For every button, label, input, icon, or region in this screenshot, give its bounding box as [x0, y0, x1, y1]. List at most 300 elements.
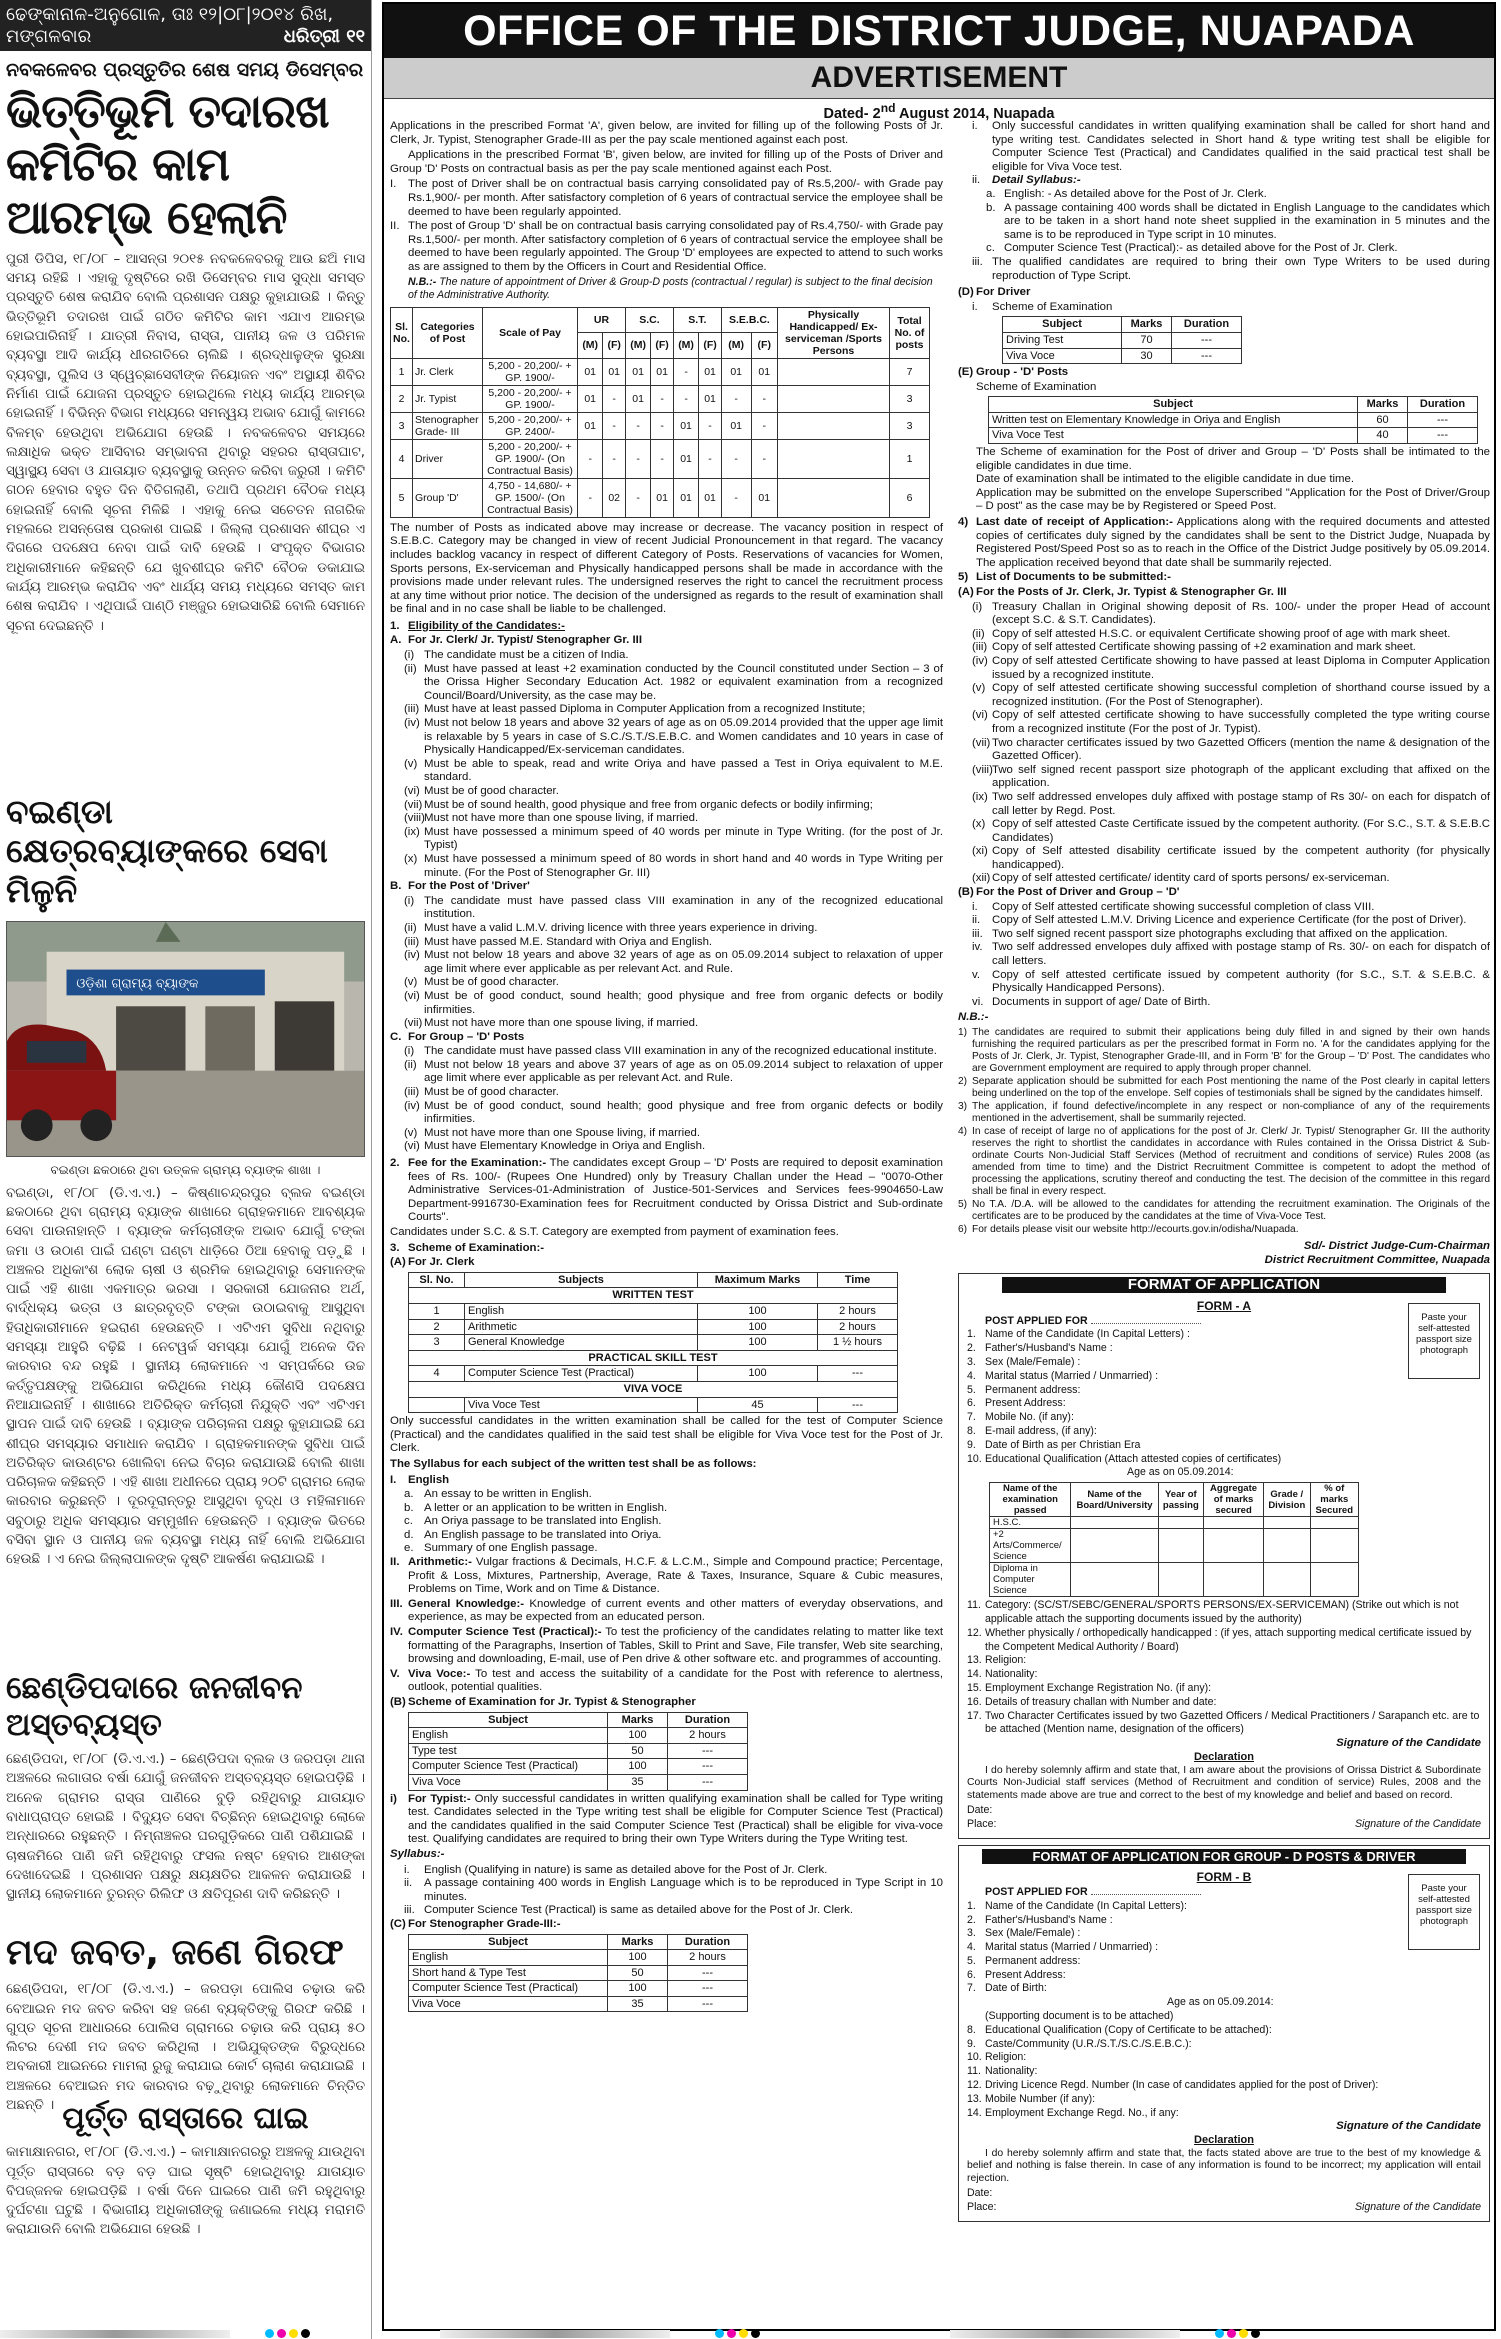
form-field-label: Religion:	[985, 2051, 1027, 2064]
docs-b-title: (B) For the Post of Driver and Group – 'D'	[958, 886, 1180, 899]
docs-title-text: List of Documents to be submitted:-	[976, 571, 1171, 584]
table-row	[1003, 348, 1242, 364]
syllabus-cs-text: To test the proficiency of the candidates relating to matter like text formatting of the Paragraphs, Insertion of Tables, Skill to Print and Save, File transfer, Web site searching, browsing and downloading, E-mail, use of Pen drive & other software etc. and programmes of accounting.	[408, 1626, 943, 1666]
form-b-title: FORM - B	[1196, 1870, 1252, 1885]
form-field-label: Educational Qualification (Copy of Certificate to be attached):	[985, 2023, 1272, 2036]
form-field-label: Whether physically / orthopedically handicapped : (if yes, attach supporting medical certificate issued by the Competent Medical Authority / Board)	[985, 1626, 1472, 1653]
cell[interactable]	[1264, 1563, 1311, 1597]
bank-photo-image	[7, 922, 364, 1156]
list-marker: 3)	[958, 1101, 968, 1112]
form-field[interactable]	[967, 1941, 1481, 1955]
story-subhead-chendipada: ଛେଣ୍ଡିପଦାରେ ଜନଜୀବନ ଅସ୍ତବ୍ୟସ୍ତ	[6, 1669, 303, 1743]
list-text: Must not below 18 years and above 32 years of age as on 05.09.2014 provided that the upper age limit is relaxable by 5 years in case of S.C./S.T./S.E.B.C. and Women candidates and 10 years in case of Physically Handicapped/Ex-serviceman candidates.	[424, 717, 943, 757]
steno-note-i-text: Only successful candidates in written qualifying examination shall be called for short hand and type writing test. Candidates selected in Short hand & type writing test shall be eligible for Computer Science Test (Practical) and Candidates qualified in the said practical test shall be eligible for Viva Voce test.	[992, 120, 1490, 173]
form-field[interactable]	[967, 2079, 1481, 2093]
scheme-b-table	[408, 1712, 748, 1791]
driver-pay-note: I. The post of Driver shall be on contractual basis carrying consolidated pay of Rs.5,200/- with Grade pay Rs.1,900/- per month. After satisfactory completion of 6 years of contractual service the employee shall be deemed to have been regularly appointed.	[390, 178, 943, 218]
form-field[interactable]	[967, 1914, 1481, 1928]
form-field[interactable]	[967, 1955, 1481, 1969]
cell: 35	[608, 1774, 668, 1790]
list-item	[390, 922, 943, 936]
form-a-age: Age as on 05.09.2014:	[1127, 1466, 1234, 1479]
last-date-title: Last date of receipt of Application:-	[976, 516, 1173, 529]
nb-label: N.B.:-	[408, 275, 437, 288]
cell: 30	[1122, 348, 1172, 364]
list-marker: d.	[404, 1528, 414, 1541]
list-item	[390, 1515, 943, 1529]
form-field[interactable]	[967, 2065, 1481, 2079]
scheme-d-h: Marks	[1122, 317, 1172, 333]
form-field[interactable]	[967, 1397, 1481, 1411]
form-field-number: 11.	[967, 2065, 981, 2078]
signature-line-1: Sd/- District Judge-Cum-Chairman	[1303, 1240, 1490, 1252]
scheme-c-h: Subject	[409, 1934, 608, 1950]
scheme-a-title: (A) For Jr. Clerk	[390, 1256, 475, 1269]
form-field[interactable]	[967, 1900, 1481, 1914]
list-item	[390, 717, 943, 758]
vac-h-sc: S.C.	[625, 307, 673, 333]
form-field[interactable]	[967, 1982, 1481, 1996]
page-masthead	[0, 0, 371, 51]
story-subhead-bank: ବଇଣ୍ଡା କ୍ଷେତ୍ରବ୍ୟାଙ୍କରେ ସେବା ମିଳୁନି	[6, 791, 328, 911]
form-field[interactable]	[967, 2038, 1481, 2052]
table-row	[409, 1774, 748, 1790]
form-field-label: Sex (Male/Female) :	[985, 1927, 1081, 1940]
form-field[interactable]	[967, 2107, 1481, 2121]
cell: Diploma in Computer Science	[990, 1563, 1071, 1597]
scheme-e-rows	[989, 412, 1478, 443]
qualification-header-row	[990, 1483, 1359, 1517]
list-item	[958, 1126, 1490, 1198]
syllabus-title: The Syllabus for each subject of the written test shall be as follows:	[390, 1457, 757, 1470]
cell	[778, 412, 890, 439]
form-field-number: 12.	[967, 2079, 982, 2092]
form-a-signature-2: Signature of the Candidate	[1354, 1817, 1481, 1830]
steno-note-ii: ii. Detail Syllabus:-	[972, 174, 1081, 187]
cell[interactable]	[1158, 1529, 1203, 1563]
qualification-header: Name of the examination passed	[990, 1483, 1071, 1517]
form-field-label: Marital status (Married / Unmarried) :	[985, 1369, 1159, 1382]
gray-bar	[950, 2330, 1180, 2338]
list-item	[958, 818, 1490, 845]
registration-marks	[1215, 2329, 1260, 2339]
cell: Computer Science Test (Practical)	[409, 1759, 608, 1775]
syllabus-arithmetic-title: Arithmetic:-	[408, 1556, 472, 1569]
steno-detail-title: Detail Syllabus:-	[992, 174, 1081, 187]
cell[interactable]	[1071, 1529, 1158, 1563]
form-field-number: 2.	[967, 1342, 976, 1355]
form-field[interactable]	[967, 2010, 1481, 2024]
dated-line	[384, 99, 1494, 122]
scheme-e-h: Duration	[1408, 397, 1478, 413]
cell: 2	[391, 385, 413, 412]
table-row	[409, 1303, 898, 1319]
qualification-header: Aggregate of marks secured	[1204, 1483, 1264, 1517]
qualification-header: Year of passing	[1158, 1483, 1203, 1517]
gray-bar	[0, 2330, 230, 2338]
cell[interactable]	[1071, 1517, 1158, 1529]
list-item	[390, 785, 943, 799]
form-field-number: 3.	[967, 1927, 976, 1940]
syllabus-gk: III. General Knowledge:- Knowledge of current events and other matters of everyday observations, and experience, as may be expected from an educated person.	[390, 1597, 943, 1624]
cell: Written test on Elementary Knowledge in Oriya and English	[989, 412, 1358, 428]
list-marker: (vi)	[404, 1140, 420, 1153]
form-field[interactable]	[967, 1668, 1481, 1682]
form-a-date: Date:	[967, 1803, 993, 1816]
list-text: The candidate must be a citizen of India.	[424, 649, 629, 662]
list-item	[390, 1529, 943, 1543]
form-field-label: Two Character Certificates issued by two Gazetted Officers / Medical Practitioners / Sarapanch etc. are to be attached (Mention name, designation of the officers)	[985, 1709, 1480, 1736]
list-text: Two self signed recent passport size photographs excluding that affixed on the application.	[992, 927, 1448, 940]
form-field[interactable]	[967, 1384, 1481, 1398]
form-field-label: Caste/Community (U.R./S.T./S.C./S.E.B.C.):	[985, 2037, 1192, 2050]
story-body: ପୁରୀ ଡିପିସ, ୧୮/୦୮ – ଆସନ୍ତା ୨୦୧୫ ନବକଳେବରକୁ ଆଉ ଛଅି ମାସ ସମୟ ରହିଛି । ଏହାକୁ ଦୃଷ୍ଟିରେ ରଖି ଡିସେମ୍ବର ମାସ ସୁଦ୍ଧା ସମସ୍ତ ପ୍ରସ୍ତୁତି ଶେଷ କରାଯିବ ବୋଲି ପ୍ରଶାସନ ପକ୍ଷରୁ କୁହାଯାଉଛି । କିନ୍ତୁ ଭିତ୍ତିଭୂମି ତଦାରଖ ପାଇଁ ଗଠିତ କମିଟିର କାମ ଏଯାଏ ଆରମ୍ଭ ହୋଇପାରିନାହିଁ । ଯାତ୍ରୀ ନିବାସ, ରାସ୍ତା, ପାନୀୟ ଜଳ ଓ ପରିମଳ ବ୍ୟବସ୍ଥା ଆଦି କାର୍ଯ୍ୟ ଧୀରଗତିରେ ଚାଲିଛି । ଶ୍ରଦ୍ଧାଳୁଙ୍କ ସୁରକ୍ଷା ବ୍ୟବସ୍ଥା, ପୁଲିସ ଓ ସ୍ୱେଚ୍ଛାସେବୀଙ୍କ ନିୟୋଜନ ଏବଂ ଅସ୍ଥାୟୀ ଶିବିର ନିର୍ମାଣ ପାଇଁ ଯୋଜନା ପ୍ରସ୍ତୁତ ହୋଇଥିଲେ ମଧ୍ୟ କାର୍ଯ୍ୟ ଆରମ୍ଭ ହୋଇନାହିଁ । ବିଭିନ୍ନ ବିଭାଗ ମଧ୍ୟରେ ସମନ୍ୱୟ ଅଭାବ ଯୋଗୁଁ କାମରେ ବିଳମ୍ବ ହେଉଥିବା ଅଭିଯୋଗ ହେଉଛି । ନବକଳେବର ସମୟରେ ଲକ୍ଷାଧିକ ଭକ୍ତ ଆସିବାର ସମ୍ଭାବନା ଥିବାରୁ ସହରର ରାସ୍ତାଘାଟ, ସ୍ୱାସ୍ଥ୍ୟ ସେବା ଓ ଯାତାୟାତ ବ୍ୟବସ୍ଥାକୁ ଉନ୍ନତ କରିବା ଜରୁରୀ । କମିଟି ଗଠନ ହେବାର ବହୁତ ଦିନ ବିତିଗଲାଣି, ତଥାପି ପ୍ରଥମ ବୈଠକ ମଧ୍ୟ ହୋଇନାହିଁ ବୋଲି ସୂଚନା ମିଳିଛି । ଏହାକୁ ନେଇ ସଚେତନ ନାଗରିକ ମହଲରେ ଅସନ୍ତୋଷ ପ୍ରକାଶ ପାଇଛି । ଜିଲ୍ଲା ପ୍ରଶାସନ ଶୀଘ୍ର ଏ ଦିଗରେ ପଦକ୍ଷେପ ନେବା ପାଇଁ ଦାବି ହେଉଛି । ସଂପୃକ୍ତ ବିଭାଗର ଅଧିକାରୀମାନେ କହିଛନ୍ତି ଯେ ଖୁବଶୀଘ୍ର କମିଟି ବୈଠକ ଡକାଯାଇ କାର୍ଯ୍ୟ ଆରମ୍ଭ କରାଯିବ ଏବଂ ଧାର୍ଯ୍ୟ ସମୟ ମଧ୍ୟରେ ସମସ୍ତ କାମ ଶେଷ କରାଯିବ । ଏଥିପାଇଁ ପାଣ୍ଠି ମଞ୍ଜୁର ହୋଇସାରିଛି ବୋଲି ସେମାନେ ସୂଚନା ଦେଇଛନ୍ତି ।	[6, 251, 365, 634]
form-field[interactable]	[967, 1627, 1481, 1655]
vacancy-table-body	[391, 358, 930, 517]
list-text: Copy of self attested H.S.C. or equivalent Certificate showing proof of age with mark sheet.	[992, 627, 1451, 640]
scheme-d-h: Duration	[1172, 317, 1242, 333]
table-row	[391, 412, 930, 439]
form-field[interactable]	[967, 1696, 1481, 1710]
format-title: FORMAT OF APPLICATION	[1002, 1277, 1446, 1293]
cell[interactable]	[1204, 1529, 1264, 1563]
list-text: Two self addressed envelopes duly affixed with postage stamp of Rs 30/- on each for dispatch of call letter by Regd. Post.	[992, 790, 1490, 817]
form-field[interactable]	[967, 2024, 1481, 2038]
form-field-label: Mobile No. (if any):	[985, 1411, 1074, 1424]
scheme-b-h: Marks	[608, 1712, 668, 1728]
list-marker: (iv)	[404, 717, 420, 730]
cell: 4	[391, 439, 413, 478]
list-item	[390, 1542, 943, 1556]
form-field[interactable]	[967, 1453, 1481, 1467]
cell: -	[625, 478, 650, 517]
cell: 5,200 - 20,200/- + GP. 1900/-	[483, 358, 578, 385]
form-field-label: Name of the Candidate (In Capital Letters):	[985, 1899, 1187, 1912]
form-b-post-applied-label: POST APPLIED FOR	[985, 1885, 1088, 1898]
form-field[interactable]	[967, 1425, 1481, 1439]
scheme-c-rows	[409, 1950, 748, 2012]
table-row	[990, 1517, 1359, 1529]
form-field[interactable]	[967, 1599, 1481, 1627]
form-a-place-row	[967, 1818, 1481, 1832]
form-field[interactable]	[967, 1439, 1481, 1453]
list-text: Must have a valid L.M.V. driving licence with three years experience in driving.	[424, 921, 818, 934]
list-item	[390, 1140, 943, 1154]
list-item	[958, 845, 1490, 872]
form-field[interactable]	[967, 1356, 1481, 1370]
cell: -	[721, 439, 751, 478]
vacancy-note: The number of Posts as indicated above may increase or decrease. The vacancy position in respect of S.E.B.C. Category may be changed in view of recent Judicial Pronouncement in that regard. The vacancy includes backlog vacancy in respect of different Category of Posts. Reservations of vacancies for Women, Sports persons, Ex-serviceman and Physically handicapped persons shall be made in accordance with the provisions made under relevant rules. The undersigned reserves the right to cancel the recruitment process at any time without prior notice. The decision of the undersigned as regards to the result of examination shall be final and in no case shall be liable to be challenged.	[390, 521, 943, 616]
table-row	[409, 1950, 748, 1966]
list-text: Must have possessed a minimum speed of 80 words in short hand and 40 words in Type Writing per minute. (For the Post of Stenographer Gr. III)	[424, 852, 943, 879]
form-field-number	[967, 2010, 985, 2024]
list-marker: (xi)	[972, 845, 988, 858]
list-text: Summary of one English passage.	[424, 1542, 598, 1555]
list-item	[390, 812, 943, 826]
qualification-rows	[990, 1517, 1359, 1597]
form-a-declaration-title: Declaration	[1194, 1750, 1254, 1763]
cell: ---	[668, 1759, 748, 1775]
scheme-c-h: Duration	[668, 1934, 748, 1950]
cell: -	[751, 412, 777, 439]
scheme-a-title-text: For Jr. Clerk	[408, 1256, 475, 1269]
typist-text: Only successful candidates in written qualifying examination shall be called for Type writing test. Candidates selected in the Type writing test shall be eligible for Computer Science Test (Practical) and the candidates qualified in the said Computer Science Test (Practical) shall be eligible for viva-voce test. Qualifying candidates are required to bring their own Type Writers during the Type Writing test.	[408, 1792, 944, 1846]
list-text: The candidates are required to submit their applications being duly filled in and signed by their own hands furnishing the required particulars as per the prescribed format in Form no. 'A for the candidates applying for the Posts of Jr. Clerk, Jr. Typist, Stenographer Grade-III, and in Form 'B' for the Group – 'D' Post. The candidates who are Government employment are required to apply through proper channel.	[972, 1027, 1490, 1074]
form-a-post-blank[interactable]	[1091, 1314, 1201, 1324]
list-text: Two character certificates issued by two Gazetted Officers (mention the name & designation of the Gazetted Officer).	[992, 736, 1490, 763]
form-field-number: 6.	[967, 1968, 976, 1981]
form-field-number: 8.	[967, 1424, 976, 1437]
form-b-date: Date:	[967, 2187, 993, 2200]
story-kicker: ନବକଳେବର ପ୍ରସ୍ତୁତିର ଶେଷ ସମୟ ଡିସେମ୍ବର	[6, 59, 364, 82]
form-field-number: 13.	[967, 1654, 982, 1667]
table-row	[409, 1965, 748, 1981]
syllabus-english: I. English	[390, 1473, 450, 1486]
form-field-number: 7.	[967, 1411, 976, 1424]
cell: -	[699, 412, 722, 439]
form-a-fields	[967, 1328, 1481, 1466]
cell: 01	[625, 385, 650, 412]
list-text: A passage containing 400 words shall be dictated in English Language to the candidates which are to be taken in a short hand note sheet supplied in the examination in 5 minutes and the same is to be reproduced in Type script in 10 minutes.	[1004, 201, 1490, 241]
vac-h-sebc: S.E.B.C.	[721, 307, 777, 333]
cell: 4,750 - 14,680/- + GP. 1500/- (On Contractual Basis)	[483, 478, 578, 517]
cell: Short hand & Type Test	[409, 1965, 608, 1981]
list-marker: e.	[404, 1542, 414, 1555]
form-b-post-blank[interactable]	[1091, 1885, 1201, 1895]
docs-b-list	[958, 901, 1490, 1010]
scheme-a-h: Time	[818, 1272, 898, 1288]
list-marker: c.	[986, 242, 995, 255]
syllabus-gk-text: Knowledge of current events and other matters of everyday observations, and experience, as may be expected from an educated person.	[408, 1597, 943, 1624]
eligibility-title: 1. Eligibility of the Candidates:-	[390, 619, 565, 632]
table-row	[409, 1759, 748, 1775]
list-text: An Oriya passage to be translated into English.	[424, 1515, 662, 1528]
list-marker: (iii)	[404, 703, 420, 716]
list-item	[958, 641, 1490, 655]
list-marker: (ix)	[972, 790, 988, 803]
form-field-number: 16.	[967, 1695, 982, 1708]
vac-sh: (F)	[603, 333, 626, 359]
docs-a-title-text: For the Posts of Jr. Clerk, Jr. Typist & Stenographer Gr. III	[976, 586, 1287, 598]
cell[interactable]	[1158, 1517, 1203, 1529]
elig-b-title: B. For the Post of 'Driver'	[390, 880, 530, 893]
cell[interactable]	[1204, 1563, 1264, 1597]
driver-pay-text: The post of Driver shall be on contractual basis carrying consolidated pay of Rs.5,200/- with Grade pay Rs.1,900/- per month. After satisfactory completion of 6 years of contractual service the employee shall be deemed to have been regularly appointed.	[408, 178, 943, 218]
form-field[interactable]	[967, 1969, 1481, 1983]
table-row	[409, 1981, 748, 1997]
form-field[interactable]	[967, 1370, 1481, 1384]
story-body-liquor: ଛେଣ୍ଡିପଦା, ୧୮/୦୮ (ଡି.ଏ.ଏ.) – ଜରପଡ଼ା ପୋଲିସ ଚଢ଼ାଉ କରି ବେଆଇନ ମଦ ଜବତ କରିବା ସହ ଜଣେ ବ୍ୟକ୍ତିଙ୍କୁ ଗିରଫ କରିଛି । ଗୁପ୍ତ ସୂଚନା ଆଧାରରେ ପୋଲିସ ଗ୍ରାମରେ ଚଢ଼ାଉ କରି ପ୍ରାୟ ୫୦ ଲିଟର ଦେଶୀ ମଦ ଜବତ କରିଥିଲା । ଅଭିଯୁକ୍ତଙ୍କ ବିରୁଦ୍ଧରେ ଅବକାରୀ ଆଇନରେ ମାମଲା ରୁଜୁ କରାଯାଇ କୋର୍ଟ ଚାଲାଣ କରାଯାଇଛି । ଅଞ୍ଚଳରେ ବେଆଇନ ମଦ କାରବାର ବଢ଼ୁଥିବାରୁ ଲୋକମାନେ ଚିନ୍ତିତ ଅଛନ୍ତି ।	[6, 1982, 365, 2113]
list-marker: vi.	[972, 995, 984, 1008]
syllabus-viva: V. Viva Voce:- To test and access the suitability of a candidate for the Post with reference to alertness, outlook, potential qualities.	[390, 1667, 943, 1694]
scheme-d-h: Subject	[1003, 317, 1122, 333]
cell: ---	[668, 1996, 748, 2012]
form-field-label: Details of treasury challan with Number and date:	[985, 1695, 1217, 1708]
form-b-post-applied	[967, 1885, 1481, 1900]
vac-sh: (M)	[578, 333, 603, 359]
cell[interactable]	[1204, 1517, 1264, 1529]
cell: 2	[409, 1319, 465, 1335]
cell: H.S.C.	[990, 1517, 1071, 1529]
form-field[interactable]	[967, 1342, 1481, 1356]
form-field[interactable]	[967, 1710, 1481, 1738]
cell: 1	[391, 358, 413, 385]
cell[interactable]	[1071, 1563, 1158, 1597]
masthead-date: ଢେଙ୍କାନାଳ-ଅନୁଗୋଳ, ତାଃ ୧୨|୦୮|୨୦୧୪ ରିଖ,	[6, 4, 334, 25]
cell: General Knowledge	[465, 1335, 698, 1351]
form-field-label: Present Address:	[985, 1397, 1066, 1410]
docs-b-title-text: For the Post of Driver and Group – 'D'	[976, 886, 1180, 899]
cell: 4	[409, 1366, 465, 1382]
cell[interactable]	[1264, 1529, 1311, 1563]
form-field-number: 17.	[967, 1709, 982, 1722]
cell[interactable]	[1158, 1563, 1203, 1597]
list-text: Copy of Self attested disability certificate issued by the competent authority (for physically handicapped).	[992, 845, 1490, 871]
list-item	[958, 202, 1490, 243]
list-marker: i.	[972, 900, 978, 913]
scheme-d-sub-text: Scheme of Examination	[992, 300, 1113, 313]
list-marker: b.	[404, 1501, 414, 1514]
scheme-d-title-text: For Driver	[976, 286, 1031, 299]
list-text: Two self addressed envelopes duly affixed with postage stamp of Rs. 30/- on each for dispatch of call letters.	[992, 941, 1490, 968]
list-item	[390, 1086, 943, 1100]
story-subhead-road: ପୂର୍ତ୍ତ ରାସ୍ତାରେ ଘାଇ	[62, 2101, 309, 2137]
form-field-number: 10.	[967, 2051, 982, 2064]
story-headline: ଭିତ୍ତିଭୂମି ତଦାରଖ କମିଟିର କାମ ଆରମ୍ଭ ହେଲାନି	[6, 84, 329, 244]
scheme-c-title-text: For Stenographer Grade-III:-	[408, 1917, 561, 1930]
form-b-place-row	[967, 2201, 1481, 2215]
form-field[interactable]	[967, 1682, 1481, 1696]
list-marker: iii.	[972, 927, 983, 940]
cell: 1	[409, 1303, 465, 1319]
list-marker: (iv)	[972, 654, 988, 667]
list-text: Must be of good character.	[424, 976, 559, 989]
list-item	[958, 764, 1490, 791]
form-field[interactable]	[967, 2051, 1481, 2065]
cell: 1	[890, 439, 930, 478]
cell: ---	[818, 1397, 898, 1413]
registration-marks	[715, 2329, 760, 2339]
cell: 1 ½ hours	[818, 1335, 898, 1351]
cell[interactable]	[1310, 1563, 1358, 1597]
form-a-declaration: I do hereby solemnly affirm and state that, I am aware about the provisions of Orissa District & Subordinate Courts Non-Judicial staff services (Method of Recruitment and condition of service) Rules, 2008 and the statements made above are true and correct to the best of my knowledge and belief and based on record.	[967, 1764, 1481, 1801]
cell: English	[409, 1728, 608, 1744]
cell[interactable]	[1264, 1517, 1311, 1529]
cell: 2 hours	[668, 1728, 748, 1744]
list-marker: (viii)	[972, 763, 993, 776]
list-text: Separate application should be submitted for each Post mentioning the name of the Post clearly in capital letters being underlined on the top of the envelope. Self copies of testimonials shall be signed by the candidates himself.	[972, 1076, 1490, 1099]
form-field[interactable]	[967, 1927, 1481, 1941]
scheme-a-table	[408, 1272, 898, 1413]
list-marker: (i)	[972, 600, 983, 613]
list-marker: (ii)	[404, 1058, 417, 1071]
list-text: Must have Elementary Knowledge in Oriya and English.	[424, 1140, 706, 1153]
scheme-d-table	[1002, 316, 1242, 364]
form-field[interactable]	[967, 1654, 1481, 1668]
cell: 02	[603, 478, 626, 517]
form-field-label: Marital status (Married / Unmarried) :	[985, 1941, 1159, 1954]
cell: ---	[1408, 412, 1478, 428]
table-row	[1003, 332, 1242, 348]
dated-suffix: August 2014, Nuapada	[895, 105, 1055, 122]
list-marker: (vii)	[972, 736, 991, 749]
story-body-road: କାମାକ୍ଷାନଗର, ୧୮/୦୮ (ଡି.ଏ.ଏ.) – କାମାକ୍ଷାନଗରରୁ ଅଞ୍ଚଳକୁ ଯାଉଥିବା ପୂର୍ତ୍ତ ରାସ୍ତାରେ ବଡ଼ ବଡ଼ ଘାଇ ସୃଷ୍ଟି ହୋଇଥିବାରୁ ଯାତାୟାତ ବିପଜ୍ଜନକ ହୋଇପଡ଼ିଛି । ବର୍ଷା ଦିନେ ଘାଇରେ ପାଣି ଜମି ରହୁଥିବାରୁ ଦୁର୍ଘଟଣା ଘଟୁଛି । ବିଭାଗୀୟ ଅଧିକାରୀଙ୍କୁ ଜଣାଇଲେ ମଧ୍ୟ ମରାମତି କରାଯାଉନି ବୋଲି ଅଭିଯୋଗ ହେଉଛି ।	[6, 2145, 365, 2238]
form-field[interactable]	[967, 1328, 1481, 1342]
form-b-signature: Signature of the Candidate	[1336, 2120, 1481, 2133]
list-item	[390, 1864, 943, 1878]
list-text: Must have passed M.E. Standard with Oriya and English.	[424, 935, 713, 948]
format-title-b: FORMAT OF APPLICATION FOR GROUP - D POSTS & DRIVER	[982, 1849, 1466, 1865]
cell: ---	[668, 1774, 748, 1790]
list-item	[390, 1877, 943, 1904]
form-field-label: Date of Birth:	[985, 1982, 1047, 1995]
form-b	[962, 1868, 1486, 2218]
list-marker: (viii)	[404, 812, 425, 825]
table-row	[989, 412, 1478, 428]
scheme-e-sub: Scheme of Examination	[976, 380, 1097, 393]
cell: 3	[391, 412, 413, 439]
scheme-a-practical: PRACTICAL SKILL TEST	[409, 1350, 898, 1366]
cell: 01	[625, 358, 650, 385]
elig-a-title-text: For Jr. Clerk/ Jr. Typist/ Stenographer Gr. III	[408, 634, 643, 647]
list-item	[390, 758, 943, 785]
ad-right-column	[958, 120, 1490, 2330]
cell: 01	[603, 358, 626, 385]
cell: 2 hours	[668, 1950, 748, 1966]
cell: Viva Voce	[1003, 348, 1122, 364]
cell: 01	[673, 439, 698, 478]
list-marker: (iii)	[972, 641, 988, 654]
table-row	[989, 428, 1478, 444]
scheme-b-h: Subject	[409, 1712, 608, 1728]
table-row	[409, 1728, 748, 1744]
form-b-place: Place:	[967, 2201, 997, 2214]
cell[interactable]	[1310, 1517, 1358, 1529]
list-text: English: - As detailed above for the Post of Jr. Clerk.	[1004, 187, 1267, 200]
form-field-number: 11.	[967, 1599, 981, 1612]
eligibility-title-text: Eligibility of the Candidates:-	[408, 619, 565, 632]
cell: 100	[608, 1950, 668, 1966]
form-field[interactable]	[967, 2093, 1481, 2107]
list-text: An essay to be written in English.	[424, 1488, 592, 1501]
list-marker: (vi)	[972, 709, 988, 722]
list-marker: (ix)	[404, 825, 420, 838]
form-field-label: Permanent address:	[985, 1383, 1081, 1396]
dated-prefix: Dated- 2	[823, 105, 881, 122]
typist-note: i) For Typist:- Only successful candidates in written qualifying examination shall be called for Type writing test. Candidates selected in the Type writing test shall be eligible for Computer Science Test (Practical) and the candidates qualified in the said Computer Science Test (Practical) shall be eligible for viva-voce test. Qualifying candidates are required to bring their own Type Writers during the Type Writing test.	[390, 1792, 944, 1846]
list-marker: ii.	[404, 1877, 413, 1890]
table-row	[391, 478, 930, 517]
cell: 5,200 - 20,200/- + GP. 1900/-	[483, 385, 578, 412]
cell: 100	[698, 1366, 818, 1382]
list-text: Copy of self attested Certificate showing to have passed at least Diploma in Computer Application issued by a recognized institute.	[992, 654, 1490, 681]
list-item	[958, 628, 1490, 642]
form-field-number: 3.	[967, 1355, 976, 1368]
form-field-label: Nationality:	[985, 2065, 1038, 2078]
list-text: Copy of self attested certificate/ identity card of sports persons/ ex-serviceman.	[992, 872, 1390, 885]
cell[interactable]	[1310, 1529, 1358, 1563]
list-marker: (vi)	[404, 785, 420, 797]
form-field-label: Employment Exchange Regd. No., if any:	[985, 2106, 1179, 2119]
photo-caption: ବଇଣ୍ଡା ଛକଠାରେ ଥିବା ଉତ୍କଳ ଗ୍ରାମ୍ୟ ବ୍ୟାଙ୍କ ଶାଖା ।	[50, 1162, 321, 1177]
table-row	[990, 1529, 1359, 1563]
judge-advertisement	[382, 2, 1496, 2331]
cell: -	[699, 439, 722, 478]
cell: 45	[698, 1397, 818, 1413]
scheme-e-note: The Scheme of examination for the Post of driver and Group – 'D' Posts shall be intimated to the eligible candidates in due time. Date of examination shall be intimated to the eligible candidate in due time. Application may be submitted on the envelope Superscribed "Application for the Post of Driver/Group – D post" as the case may be by Registered or Speed Post.	[976, 446, 1490, 513]
cell: -	[721, 478, 751, 517]
form-field[interactable]	[967, 1411, 1481, 1425]
